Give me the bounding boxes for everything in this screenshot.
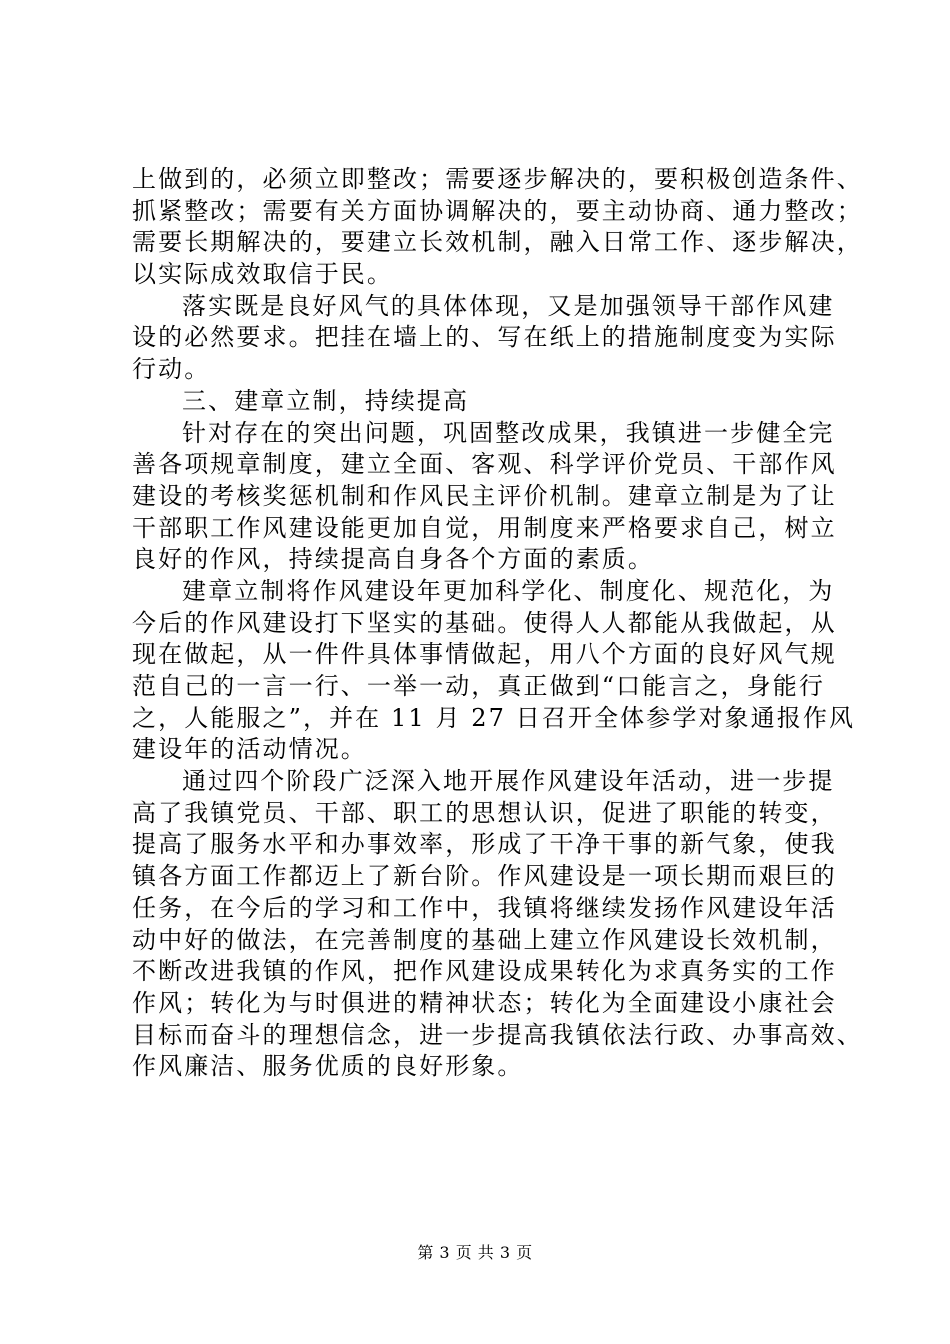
text-line: 之，人能服之”，并在 11 月 27 日召开全体参学对象通报作风 bbox=[132, 703, 856, 732]
text-line: 任务，在今后的学习和工作中，我镇将继续发扬作风建设年活 bbox=[132, 893, 837, 922]
text-line: 现在做起，从一件件具体事情做起，用八个方面的良好风气规 bbox=[132, 640, 837, 669]
text-line: 抓紧整改；需要有关方面协调解决的，要主动协商、通力整改； bbox=[132, 196, 863, 225]
text-line: 通过四个阶段广泛深入地开展作风建设年活动，进一步提 bbox=[182, 767, 835, 796]
text-line: 目标而奋斗的理想信念，进一步提高我镇依法行政、办事高效、 bbox=[132, 1020, 863, 1049]
paragraph bbox=[132, 576, 856, 766]
text-line: 范自己的一言一行、一举一动，真正做到“口能言之，身能行 bbox=[132, 672, 825, 700]
paragraph bbox=[132, 418, 846, 576]
text-line: 落实既是良好风气的具体体现，又是加强领导干部作风建 bbox=[182, 291, 835, 320]
text-line: 行动。 bbox=[132, 355, 211, 384]
paragraph bbox=[132, 164, 863, 291]
text-line: 作风；转化为与时俱进的精神状态；转化为全面建设小康社会 bbox=[132, 988, 837, 1017]
section-heading bbox=[132, 386, 846, 418]
text-line: 高了我镇党员、干部、职工的思想认识，促进了职能的转变， bbox=[132, 798, 837, 827]
text-line: 针对存在的突出问题，巩固整改成果，我镇进一步健全完 bbox=[182, 418, 835, 447]
paragraph bbox=[132, 291, 846, 386]
text-line: 善各项规章制度，建立全面、客观、科学评价党员、干部作风 bbox=[132, 450, 837, 479]
section-heading-text: 三、建章立制，持续提高 bbox=[182, 386, 470, 415]
text-line: 今后的作风建设打下坚实的基础。使得人人都能从我做起，从 bbox=[132, 608, 837, 637]
page-number-footer: 第 3 页 共 3 页 bbox=[417, 1243, 533, 1262]
text-line: 建设的考核奖惩机制和作风民主评价机制。建章立制是为了让 bbox=[132, 481, 837, 510]
text-line: 建章立制将作风建设年更加科学化、制度化、规范化，为 bbox=[182, 576, 835, 605]
text-line: 提高了服务水平和办事效率，形成了干净干事的新气象，使我 bbox=[132, 830, 837, 859]
text-line: 动中好的做法，在完善制度的基础上建立作风建设长效机制， bbox=[132, 925, 837, 954]
document-body bbox=[132, 164, 863, 1083]
text-line: 上做到的，必须立即整改；需要逐步解决的，要积极创造条件、 bbox=[132, 165, 863, 193]
text-line: 以实际成效取信于民。 bbox=[132, 260, 393, 289]
text-line: 需要长期解决的，要建立长效机制，融入日常工作、逐步解决， bbox=[132, 228, 863, 257]
paragraph bbox=[132, 766, 863, 1083]
text-line: 设的必然要求。把挂在墙上的、写在纸上的措施制度变为实际 bbox=[132, 323, 837, 352]
text-line: 干部职工作风建设能更加自觉，用制度来严格要求自己，树立 bbox=[132, 513, 837, 542]
text-line: 建设年的活动情况。 bbox=[132, 735, 367, 764]
text-line: 作风廉洁、服务优质的良好形象。 bbox=[132, 1052, 524, 1081]
text-line: 良好的作风，持续提高自身各个方面的素质。 bbox=[132, 545, 654, 574]
text-line: 镇各方面工作都迈上了新台阶。作风建设是一项长期而艰巨的 bbox=[132, 862, 837, 891]
text-line: 不断改进我镇的作风，把作风建设成果转化为求真务实的工作 bbox=[132, 957, 837, 986]
